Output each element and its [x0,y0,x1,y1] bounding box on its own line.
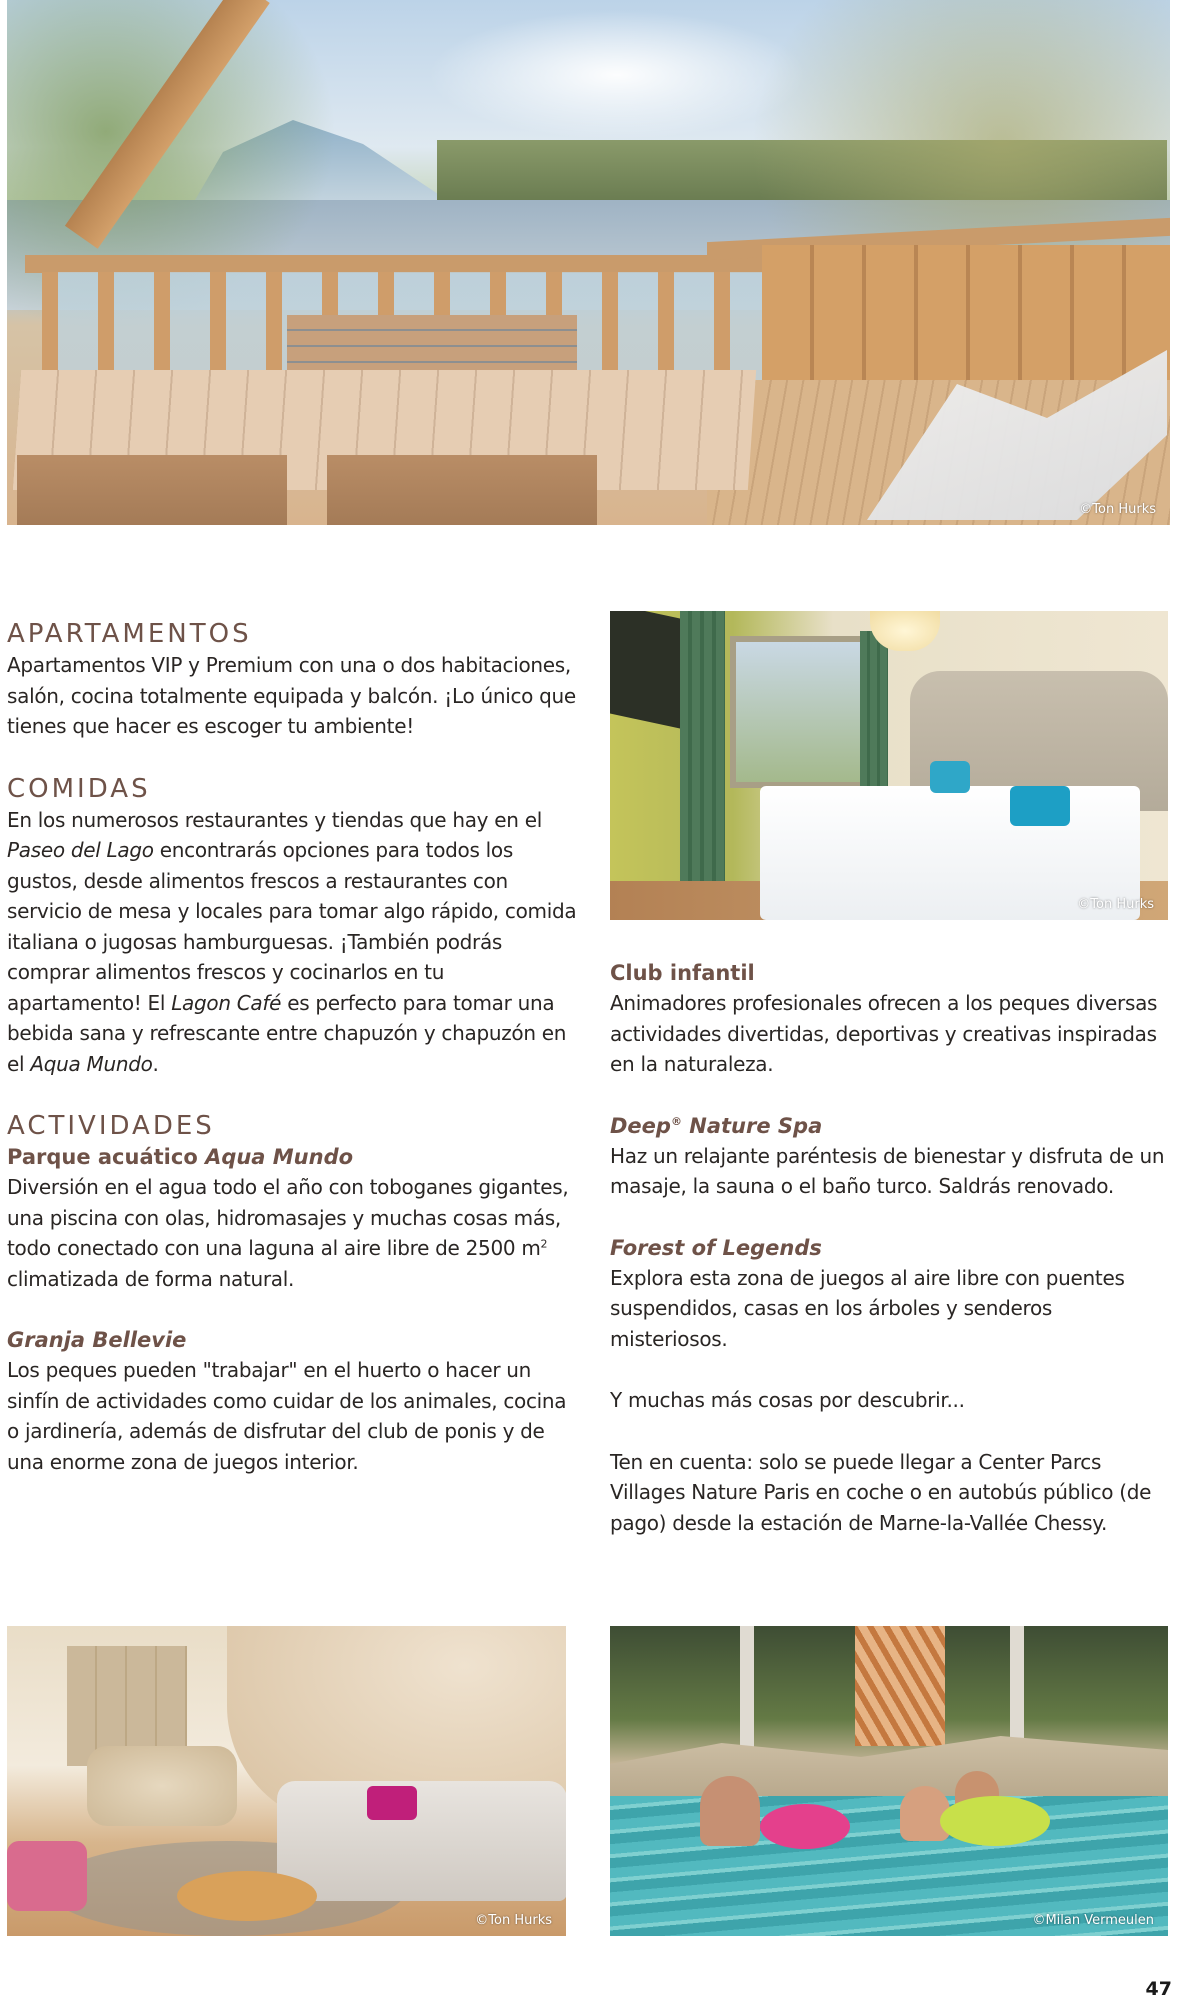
pillow [1010,786,1070,826]
text: . [152,1051,159,1076]
person [700,1776,760,1846]
section-title-comidas: COMIDAS [7,773,151,804]
section-title-actividades: ACTIVIDADES [7,1111,215,1141]
place-name: Lagon Café [171,990,282,1015]
subhead-deep-nature-spa [610,1111,1170,1141]
slide-tower [855,1626,945,1746]
right-column [610,958,1170,1538]
window [730,636,867,788]
superscript: 2 [540,1237,548,1251]
deep-nature-spa-body: Haz un relajante paréntesis de bienestar y disfruta de un masaje, la sauna o el baño turco. Saldrás renovado. [610,1143,1165,1198]
green-inflatable-ring [940,1796,1050,1846]
cushion [367,1786,417,1820]
subhead-forest-of-legends: Forest of Legends [610,1235,822,1260]
place-name: Aqua Mundo [30,1051,153,1076]
aqua-mundo-body [7,1172,577,1294]
coffee-table [177,1871,317,1921]
photo-credit: ©Ton Hurks [1079,502,1156,517]
pink-inflatable-ring [760,1804,850,1849]
pouf [7,1841,87,1911]
left-column [7,618,577,1477]
photo-credit: ©Ton Hurks [1077,897,1154,912]
terrace-lake-photo [7,0,1170,525]
text: Diversión en el agua todo el año con toboganes gigantes, una piscina con olas, hidromasajes y muchas cosas más, todo conectado con una laguna al aire libre de 2500 m [7,1175,569,1260]
photo-credit: ©Ton Hurks [475,1913,552,1928]
subhead-granja-bellevie: Granja Bellevie [7,1328,187,1352]
text: Parque acuático [7,1145,206,1169]
television [610,611,680,728]
pool-photo [610,1626,1168,1936]
text: En los numerosos restaurantes y tiendas que hay en el [7,807,542,832]
text: es perfecto para tomar una bebida sana y refrescante entre chapuzón y chapuzón en el [7,990,567,1076]
curtain [680,611,725,891]
subhead-club-infantil: Club infantil [610,961,755,985]
sofa [277,1781,566,1901]
bedroom-photo [610,611,1168,920]
chair-backs [287,315,577,375]
text: climatizada de forma natural. [7,1266,295,1291]
more-to-discover: Y muchas más cosas por descubrir... [610,1388,965,1412]
chair [327,455,597,525]
comidas-body [7,805,577,1080]
photo-credit: ©Milan Vermeulen [1032,1913,1154,1928]
place-name: Paseo del Lago [7,838,154,862]
terrace-railing [25,255,825,273]
chair [17,455,287,525]
apartamentos-body: Apartamentos VIP y Premium con una o dos habitaciones, salón, cocina totalmente equipada y balcón. ¡Lo único que tienes que hacer es escoger tu ambiente! [7,653,576,738]
club-infantil-body: Animadores profesionales ofrecen a los peques diversas actividades divertidas, deportivas y creativas inspiradas en la naturaleza. [610,991,1158,1076]
access-note: Ten en cuenta: solo se puede llegar a Center Parcs Villages Nature Paris en coche o en autobús público (de pago) desde la estación de Marne-la-Vallée Chessy. [610,1449,1152,1535]
text: Aqua Mundo [205,1145,354,1169]
pillar [740,1626,754,1766]
text: encontrarás opciones para todos los gustos, desde alimentos frescos a restaurantes con servicio de mesa y locales para tomar algo rápido, comida italiana o jugosas hamburguesas. ¡También podrás comprar alimentos frescos y cocinarlos en tu apartamento! El [7,838,577,1015]
subhead-aqua-mundo [7,1142,577,1172]
text: Nature Spa [681,1113,823,1138]
dining-table [87,1746,237,1826]
registered-mark: ® [670,1114,682,1128]
section-title-apartamentos: APARTAMENTOS [7,619,252,649]
pillow [930,761,970,793]
page-number: 47 [1145,1978,1172,2000]
text: Deep [610,1113,671,1138]
granja-bellevie-body: Los peques pueden "trabajar" en el huerto o hacer un sinfín de actividades como cuidar de los animales, cocina o jardinería, además de disfrutar del club de ponis y de una enorme zona de juegos interior. [7,1358,567,1474]
forest-of-legends-body: Explora esta zona de juegos al aire libre con puentes suspendidos, casas en los árboles y senderos misteriosos. [610,1265,1125,1351]
living-room-photo [7,1626,566,1936]
